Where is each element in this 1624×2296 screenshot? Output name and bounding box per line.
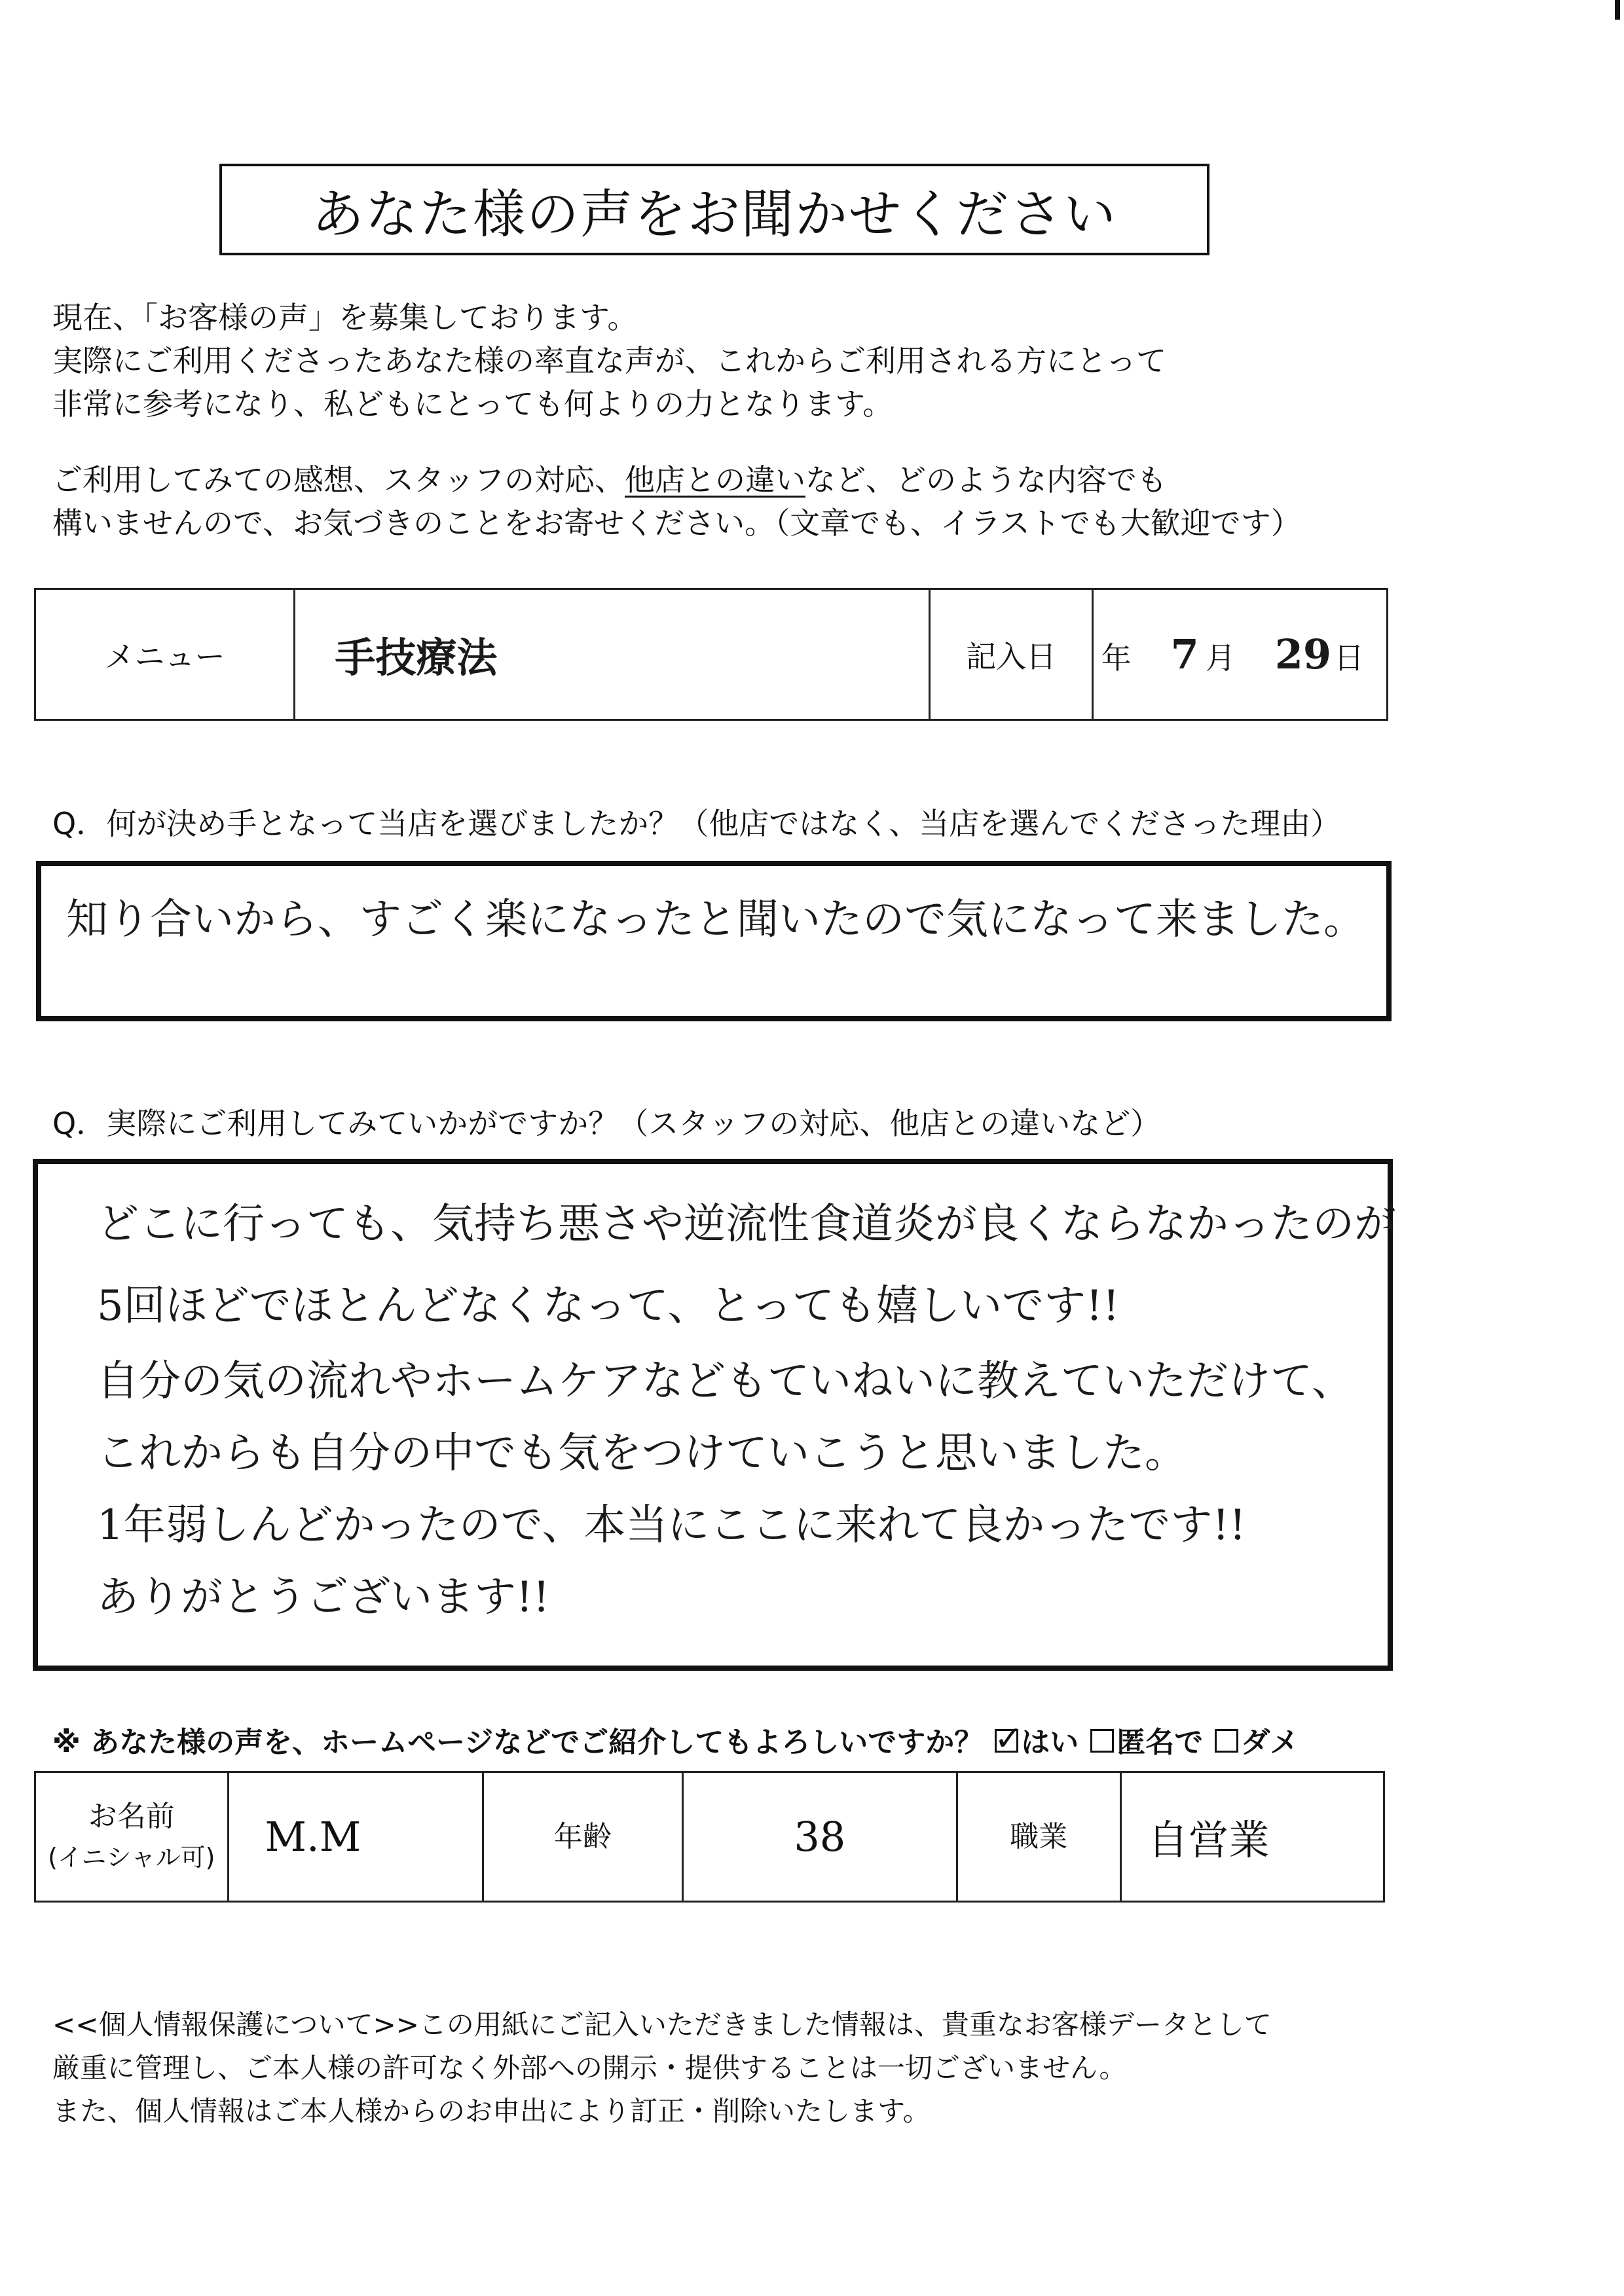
privacy-notice — [52, 2003, 1272, 2133]
answer-2-line: これからも自分の中でも気をつけていこうと思いました。 — [97, 1429, 1187, 1478]
month-value: 7 — [1170, 630, 1199, 678]
page-title: あなた様の声をお聞かせください — [219, 164, 1209, 255]
intro-text — [52, 296, 1166, 426]
answer-1-text: 知り合いから、すごく楽になったと聞いたので気になって来ました。 — [66, 896, 1365, 944]
anonymous-checkbox[interactable] — [1090, 1729, 1114, 1753]
intro-line-5: 構いませんので、お気づきのことをお寄せください。（文章でも、イラストでも大歓迎です） — [52, 505, 1301, 541]
privacy-line-3: また、個人情報はご本人様からのお申出により訂正・削除いたします。 — [52, 2095, 931, 2127]
name-value[interactable]: M.M — [228, 1772, 483, 1902]
question-2: Q．実際にご利用してみていかがですか？（スタッフの対応、他店との違いなど） — [52, 1106, 1161, 1141]
consent-question: ※ あなた様の声を、ホームページなどでご紹介してもよろしいですか？ — [52, 1726, 984, 1759]
age-label: 年齢 — [483, 1772, 682, 1902]
date-label: 記入日 — [929, 589, 1093, 720]
name-label-cell — [35, 1772, 229, 1902]
intro-line-2: 実際にご利用くださったあなた様の率直な声が、これからご利用される方にとって — [52, 343, 1167, 378]
job-label: 職業 — [957, 1772, 1120, 1902]
privacy-line-2: 厳重に管理し、ご本人様の許可なく外部への開示・提供することは一切ございません。 — [52, 2052, 1127, 2084]
yes-checkbox[interactable] — [994, 1719, 1023, 1758]
name-label: お名前 — [88, 1799, 175, 1833]
name-sublabel: (イニシャル可) — [48, 1842, 215, 1872]
intro-line-4-pre: ご利用してみての感想、スタッフの対応、 — [52, 462, 625, 498]
no-checkbox[interactable] — [1215, 1729, 1238, 1753]
question-1: Q．何が決め手となって当店を選びましたか？（他店ではなく、当店を選んでくださった理由） — [52, 806, 1341, 841]
anonymous-label: 匿名で — [1116, 1726, 1204, 1759]
scan-speck — [1615, 0, 1620, 20]
intro-line-1: 現在、「お客様の声」を募集しております。 — [52, 300, 638, 335]
privacy-line-1: <<個人情報保護について>>この用紙にご記入いただきました情報は、貴重なお客様データとして — [52, 2009, 1272, 2041]
answer-2-line: 1年弱しんどかったので、本当にここに来れて良かったです!! — [97, 1501, 1246, 1550]
day-value: 29 — [1274, 630, 1331, 678]
year-suffix: 年 — [1101, 640, 1132, 676]
job-value[interactable]: 自営業 — [1120, 1772, 1384, 1902]
answer-2-line: 5回ほどでほとんどなくなって、とっても嬉しいです!! — [97, 1282, 1120, 1330]
consent-row — [52, 1719, 1299, 1760]
answer-2-line: 自分の気の流れやホームケアなどもていねいに教えていただけて、 — [97, 1357, 1354, 1406]
menu-label: メニュー — [35, 589, 295, 720]
age-value[interactable]: 38 — [682, 1772, 957, 1902]
intro-line-3: 非常に参考になり、私どもにとっても何よりの力となります。 — [52, 386, 893, 422]
answer-2-line: どこに行っても、気持ち悪さや逆流性食道炎が良くならなかったのが — [97, 1200, 1396, 1248]
answer-2-line: ありがとうございます!! — [97, 1573, 550, 1622]
menu-date-table — [34, 588, 1388, 721]
no-label: ダメ — [1241, 1726, 1299, 1759]
answer-2-box[interactable] — [33, 1159, 1396, 1671]
answer-1-box[interactable] — [36, 861, 1392, 1021]
check-mark-icon: ✓ — [994, 1719, 1023, 1758]
intro-text-2 — [52, 458, 1301, 545]
person-info-table — [34, 1771, 1385, 1903]
date-field[interactable] — [1093, 589, 1388, 720]
day-suffix: 日 — [1334, 640, 1364, 676]
intro-line-4-underlined: 他店との違い — [625, 462, 805, 498]
intro-line-4 — [52, 458, 1301, 501]
menu-value[interactable]: 手技療法 — [295, 589, 929, 720]
intro-line-4-post: など、どのような内容でも — [805, 462, 1167, 498]
yes-label: はい — [1021, 1726, 1079, 1759]
month-suffix: 月 — [1205, 640, 1236, 676]
